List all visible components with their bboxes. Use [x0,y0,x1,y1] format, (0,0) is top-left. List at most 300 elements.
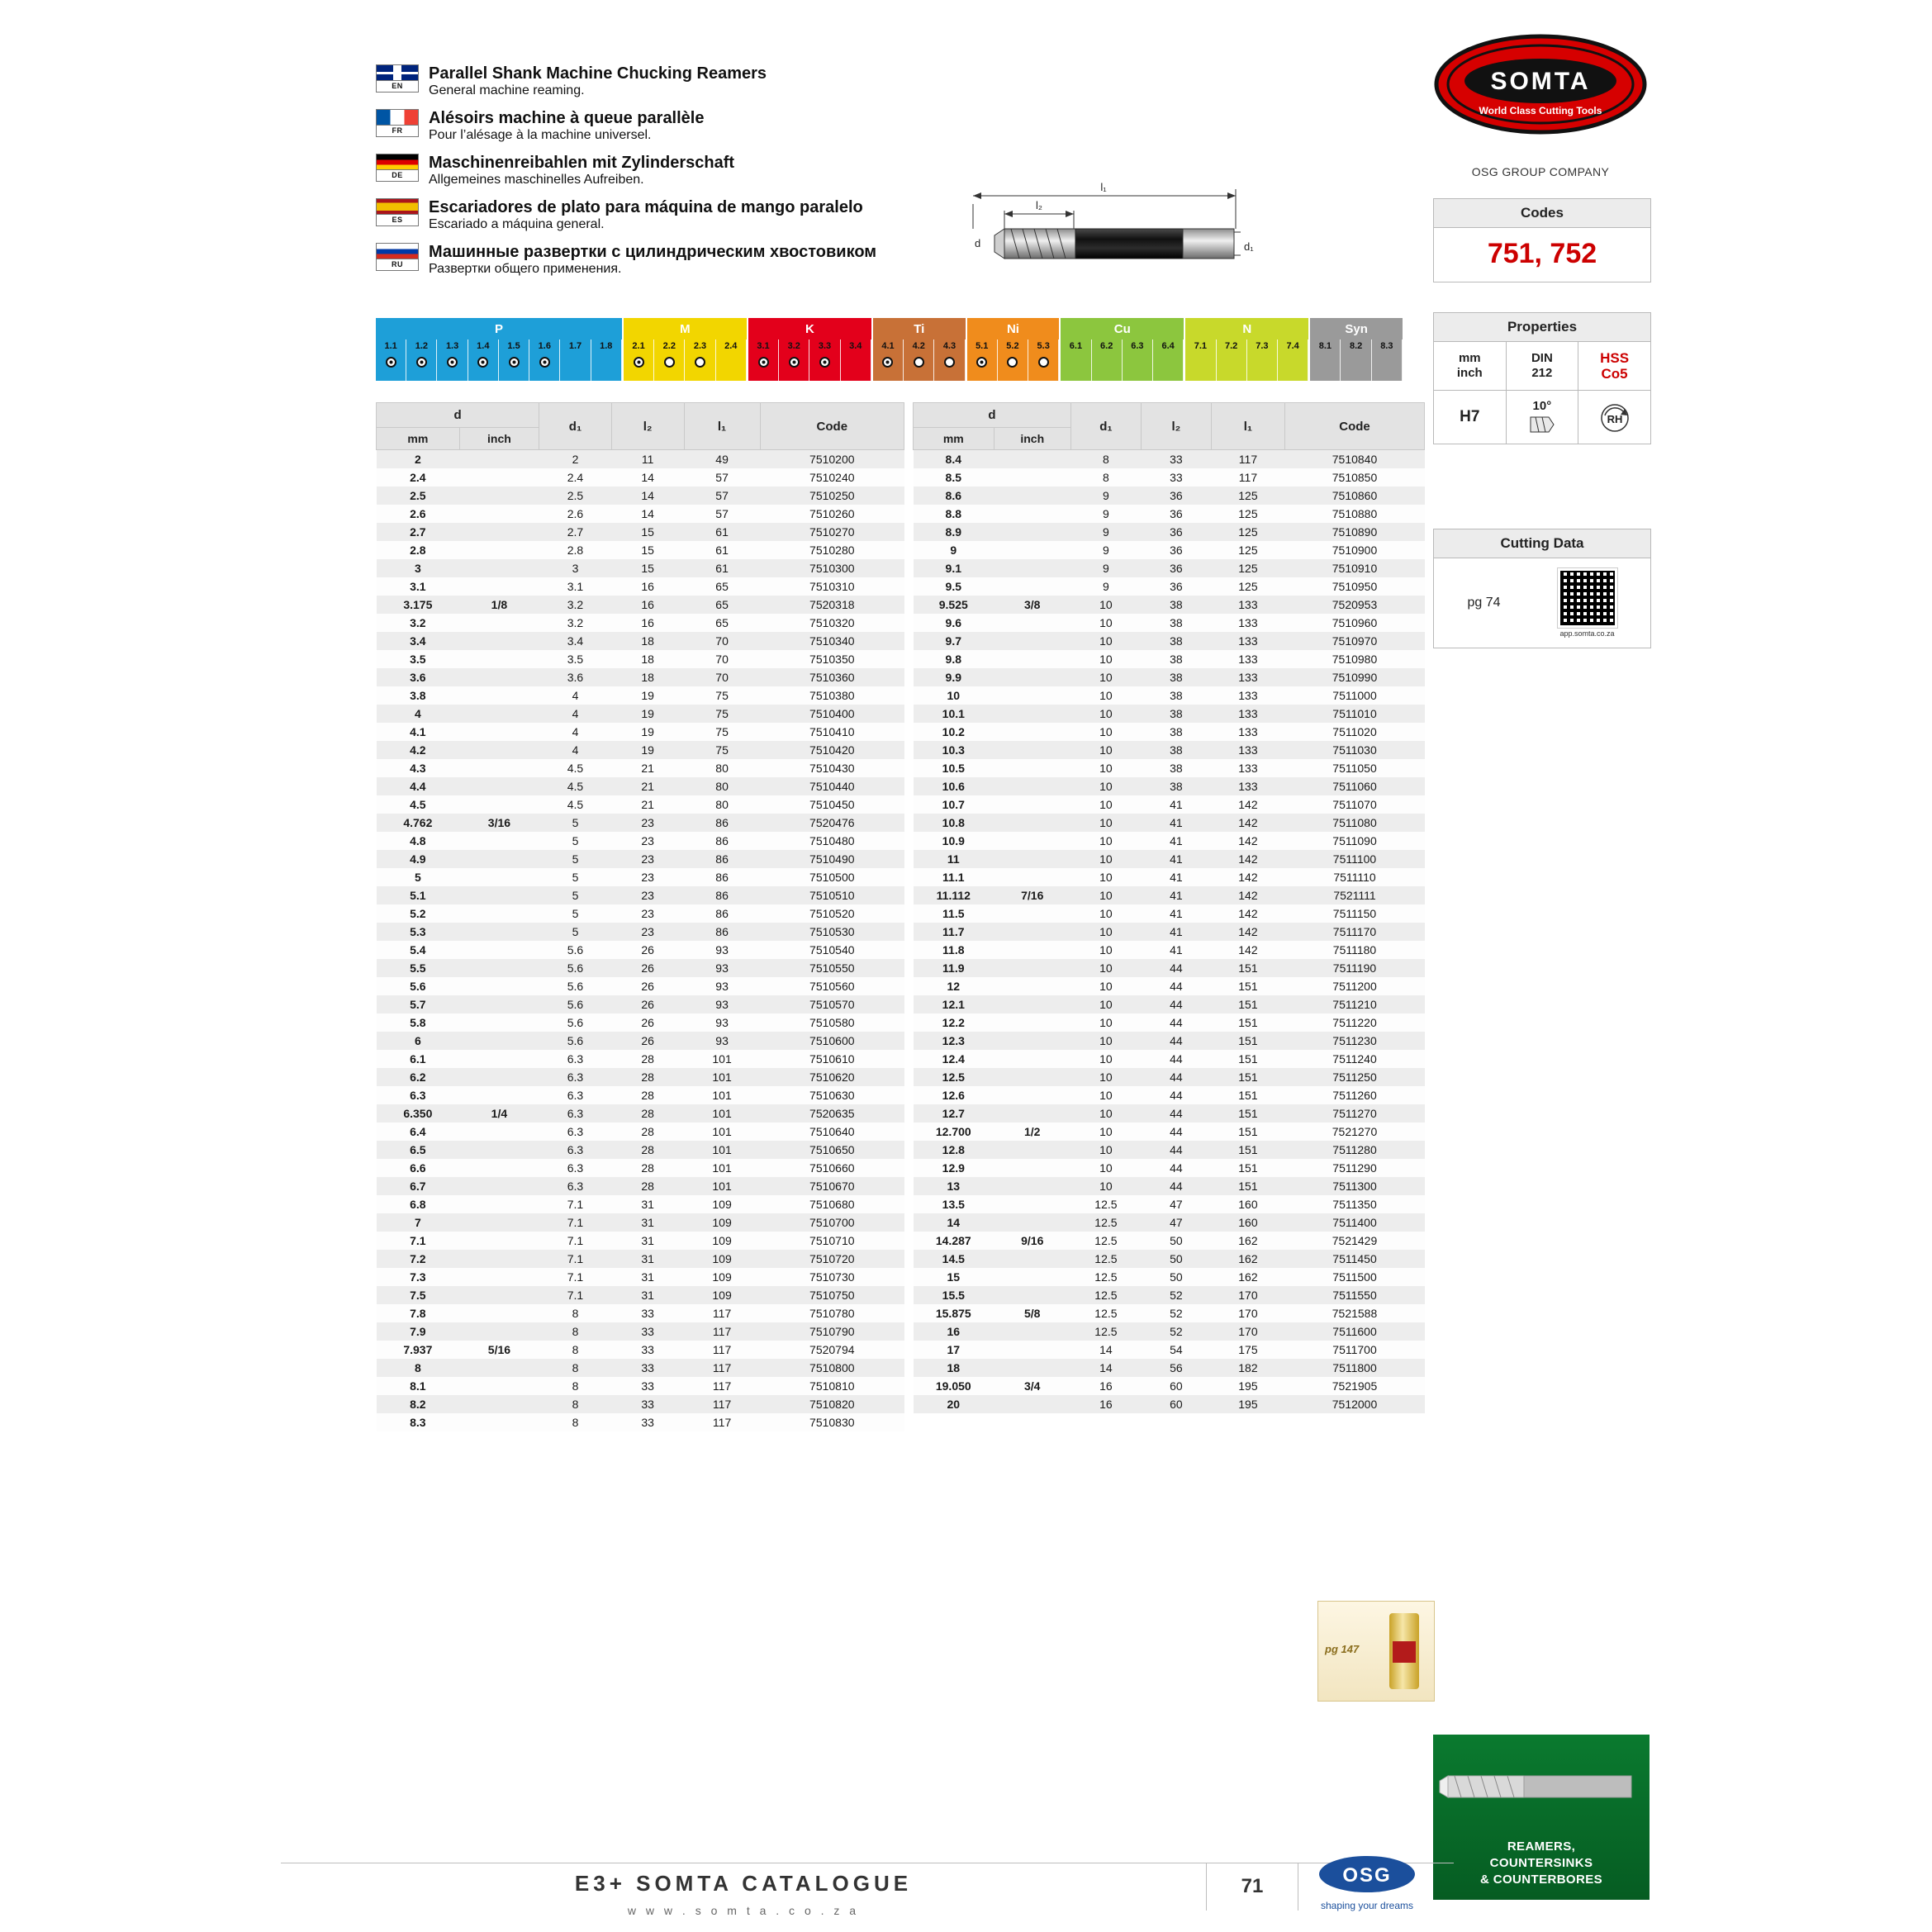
cell-d1: 10 [1099,780,1113,793]
table-row[interactable] [377,577,904,596]
cell-mm: 12 [947,980,961,993]
cell-d1: 12.5 [1094,1198,1118,1211]
table-row[interactable] [914,596,1425,614]
cell-mm: 12.9 [942,1161,965,1175]
table-row[interactable] [914,723,1425,741]
cell-l2: 14 [641,489,654,502]
cell-inch [994,541,1070,559]
cell-l2: 33 [641,1325,654,1338]
cell-d1: 4.5 [567,798,584,811]
table-row[interactable] [914,505,1425,523]
table-row[interactable] [377,1123,904,1141]
material-cell-number: 7.1 [1194,341,1208,351]
cell-code: 7511100 [1332,852,1377,866]
cell-l1: 61 [715,544,729,557]
table-row[interactable] [377,1322,904,1341]
cell-inch: 1/8 [491,598,508,611]
cell-inch [459,941,539,959]
table-row[interactable] [914,1377,1425,1395]
cell-code: 7511220 [1332,1016,1377,1029]
property-units [1434,342,1507,390]
table-row[interactable] [914,1195,1425,1213]
material-group-m: M [624,318,748,339]
cell-mm: 12.1 [942,998,965,1011]
table-row[interactable] [914,977,1425,995]
cell-l2: 31 [641,1234,654,1247]
material-cell-5.1 [967,339,998,381]
material-cell-2.3 [685,339,715,381]
table-row[interactable] [377,995,904,1013]
cell-l1: 195 [1238,1398,1258,1411]
cell-mm: 3 [414,562,421,575]
table-row[interactable] [377,614,904,632]
table-row[interactable] [914,959,1425,977]
table-row[interactable] [377,668,904,686]
table-row[interactable] [377,632,904,650]
header-d1-left: d₁ [539,403,612,450]
cell-l2: 38 [1170,653,1183,666]
table-row[interactable] [914,941,1425,959]
cell-l2: 16 [641,580,654,593]
table-row[interactable] [377,1159,904,1177]
cell-d1: 14 [1099,1343,1113,1356]
cell-inch [459,995,539,1013]
flag-uk-icon [376,64,419,93]
table-row[interactable] [914,1177,1425,1195]
cell-l1: 57 [715,507,729,520]
cell-l2: 44 [1170,961,1183,975]
table-row[interactable] [377,686,904,705]
table-row[interactable] [914,632,1425,650]
table-row[interactable] [377,596,904,614]
material-cell-number: 1.8 [600,341,613,351]
material-cell-number: 6.3 [1131,341,1144,351]
table-row[interactable] [914,923,1425,941]
table-row[interactable] [914,614,1425,632]
cell-inch [994,650,1070,668]
cell-code: 7511060 [1332,780,1377,793]
cell-l1: 117 [1238,453,1258,466]
cell-code: 7511110 [1333,871,1376,884]
cell-inch [459,1286,539,1304]
cell-inch [994,559,1070,577]
table-row[interactable] [377,1050,904,1068]
cell-mm: 7.937 [403,1343,433,1356]
table-row[interactable] [914,1322,1425,1341]
cell-inch [994,1141,1070,1159]
properties-box [1433,312,1651,444]
cell-mm: 4.5 [410,798,426,811]
table-row[interactable] [914,777,1425,795]
cell-l2: 41 [1170,943,1183,957]
table-row[interactable] [914,1123,1425,1141]
table-row[interactable] [377,904,904,923]
cell-l1: 151 [1238,1125,1258,1138]
cell-code: 7510700 [809,1216,855,1229]
cell-d1: 10 [1099,1161,1113,1175]
table-row[interactable] [914,1268,1425,1286]
cell-mm: 2.8 [410,544,426,557]
cell-l1: 162 [1238,1270,1258,1284]
table-row[interactable] [914,1050,1425,1068]
header-d1-right: d₁ [1070,403,1141,450]
cell-l1: 86 [715,925,729,938]
cell-code: 7510360 [809,671,855,684]
cell-inch [459,1413,539,1431]
table-row[interactable] [914,523,1425,541]
cell-l2: 50 [1170,1234,1183,1247]
title-es: Escariadores de plato para máquina de mango paralelo [429,198,863,216]
cell-mm: 12.3 [942,1034,965,1047]
table-row[interactable] [377,559,904,577]
cell-l1: 142 [1238,925,1258,938]
table-row[interactable] [377,541,904,559]
table-row[interactable] [377,814,904,832]
cell-inch: 1/4 [491,1107,508,1120]
cell-code: 7510510 [809,889,855,902]
cell-inch [994,777,1070,795]
table-row[interactable] [377,759,904,777]
cell-l1: 117 [712,1325,732,1338]
table-row[interactable] [914,450,1425,469]
table-row[interactable] [377,868,904,886]
cell-mm: 3.6 [410,671,426,684]
material-cell-number: 5.2 [1006,341,1019,351]
cell-inch [994,686,1070,705]
cell-inch [459,1304,539,1322]
cell-l1: 65 [715,580,729,593]
cell-mm: 14.5 [942,1252,965,1265]
cell-inch [994,468,1070,487]
table-row[interactable] [914,1013,1425,1032]
cell-inch [459,1213,539,1232]
cell-l2: 38 [1170,671,1183,684]
table-row[interactable] [914,814,1425,832]
cell-mm: 6 [414,1034,421,1047]
table-row[interactable] [377,650,904,668]
cell-code: 7520635 [809,1107,855,1120]
cell-l2: 44 [1170,1070,1183,1084]
cell-code: 7511250 [1332,1070,1377,1084]
cell-d1: 14 [1099,1361,1113,1374]
table-row[interactable] [914,1086,1425,1104]
cell-l1: 57 [715,471,729,484]
cell-code: 7511090 [1332,834,1377,847]
table-row[interactable] [914,1213,1425,1232]
table-row[interactable] [914,886,1425,904]
cell-code: 7510200 [809,453,855,466]
material-cell-number: 8.2 [1349,341,1363,351]
promo-tile[interactable] [1317,1601,1435,1702]
cell-code: 7510480 [809,834,855,847]
table-row[interactable] [377,1032,904,1050]
qr-caption: app.somta.co.za [1559,629,1615,638]
table-row[interactable] [377,723,904,741]
cell-code: 7520953 [1332,598,1378,611]
table-row[interactable] [914,1250,1425,1268]
cell-inch [459,1250,539,1268]
cell-code: 7510270 [809,525,855,539]
cell-inch [994,1050,1070,1068]
cell-inch [994,923,1070,941]
table-row[interactable] [914,832,1425,850]
cell-l1: 86 [715,871,729,884]
cell-code: 7511270 [1332,1107,1377,1120]
table-row[interactable] [914,1032,1425,1050]
cell-d1: 10 [1099,1107,1113,1120]
table-row[interactable] [377,941,904,959]
cell-mm: 10.5 [942,762,965,775]
table-row[interactable] [914,759,1425,777]
cell-mm: 15.5 [942,1289,965,1302]
cell-d1: 7.1 [567,1198,584,1211]
somta-logo [1433,33,1648,136]
language-row-fr [376,109,1367,143]
cell-l1: 195 [1238,1379,1258,1393]
cell-l1: 142 [1238,816,1258,829]
cell-l2: 33 [641,1398,654,1411]
cell-code: 7510300 [809,562,855,575]
cell-l1: 117 [712,1343,732,1356]
cell-mm: 6.7 [410,1180,426,1193]
table-row[interactable] [377,1359,904,1377]
cell-inch [459,650,539,668]
material-cells-k [748,339,873,381]
table-row[interactable] [377,1213,904,1232]
material-cell-2.2 [654,339,685,381]
cell-inch [994,1395,1070,1413]
table-row[interactable] [914,1232,1425,1250]
cell-code: 7510540 [809,943,855,957]
cell-mm: 5.8 [410,1016,426,1029]
cell-inch: 1/2 [1024,1125,1041,1138]
table-row[interactable] [377,1341,904,1359]
table-row[interactable] [377,1395,904,1413]
table-row[interactable] [377,523,904,541]
cell-mm: 8.6 [945,489,962,502]
cell-d1: 10 [1099,1143,1113,1156]
table-row[interactable] [914,1286,1425,1304]
codes-value: 751, 752 [1487,238,1597,269]
suitability-partial-icon [1038,357,1049,368]
material-cell-number: 8.1 [1318,341,1332,351]
table-row[interactable] [914,1304,1425,1322]
cell-l2: 54 [1170,1343,1183,1356]
cell-d1: 12.5 [1094,1252,1118,1265]
table-row[interactable] [377,1086,904,1104]
cell-l2: 19 [641,689,654,702]
table-row[interactable] [377,1413,904,1431]
cell-d1: 10 [1099,653,1113,666]
cell-inch [459,1032,539,1050]
table-row[interactable] [914,850,1425,868]
cell-mm: 12.6 [942,1089,965,1102]
header-inch-left: inch [459,428,539,450]
table-row[interactable] [914,668,1425,686]
table-row[interactable] [914,650,1425,668]
cell-l1: 117 [712,1416,732,1429]
suitability-partial-icon [695,357,705,368]
table-row[interactable] [914,1159,1425,1177]
cell-mm: 2.4 [410,471,426,484]
cell-code: 7510380 [809,689,855,702]
table-row[interactable] [914,1341,1425,1359]
cell-l1: 109 [712,1270,732,1284]
cell-d1: 10 [1099,925,1113,938]
cell-l2: 47 [1170,1216,1183,1229]
cell-code: 7511350 [1332,1198,1377,1211]
table-row[interactable] [914,904,1425,923]
cell-inch [459,705,539,723]
cell-d1: 12.5 [1094,1216,1118,1229]
cell-l1: 109 [712,1234,732,1247]
cell-code: 7510410 [809,725,855,738]
table-row[interactable] [914,868,1425,886]
cell-l2: 38 [1170,689,1183,702]
table-row[interactable] [377,1068,904,1086]
table-row[interactable] [914,577,1425,596]
table-row[interactable] [377,1177,904,1195]
cell-inch [459,1268,539,1286]
table-row[interactable] [914,1068,1425,1086]
cell-mm: 6.350 [403,1107,433,1120]
cell-d1: 4 [572,743,579,757]
table-row[interactable] [914,995,1425,1013]
table-row[interactable] [914,1395,1425,1413]
table-row[interactable] [377,505,904,523]
cell-l2: 14 [641,507,654,520]
cell-l2: 38 [1170,743,1183,757]
table-row[interactable] [377,450,904,469]
table-row[interactable] [377,1268,904,1286]
table-row[interactable] [377,777,904,795]
cell-l2: 26 [641,961,654,975]
cell-l1: 151 [1238,1070,1258,1084]
cell-code: 7520794 [809,1343,855,1356]
cell-l2: 28 [641,1052,654,1066]
cell-code: 7511600 [1332,1325,1377,1338]
suitability-partial-icon [944,357,955,368]
cell-code: 7510310 [809,580,855,593]
cell-l2: 44 [1170,1016,1183,1029]
qr-code[interactable] [1558,568,1617,638]
cell-inch [994,741,1070,759]
suitability-full-icon [509,357,520,368]
table-row[interactable] [377,1250,904,1268]
cell-d1: 8 [572,1361,579,1374]
cell-l2: 23 [641,925,654,938]
table-row[interactable] [377,1304,904,1322]
cell-code: 7510990 [1332,671,1378,684]
cell-l2: 26 [641,998,654,1011]
footer-url[interactable]: w w w . s o m t a . c o . z a [627,1904,860,1917]
table-row[interactable] [914,741,1425,759]
cell-l1: 142 [1238,943,1258,957]
osg-logo [1305,1854,1429,1911]
cell-mm: 11.5 [942,907,965,920]
cell-l2: 33 [1170,453,1183,466]
cell-mm: 7.5 [410,1289,426,1302]
cell-code: 7511030 [1332,743,1377,757]
cell-mm: 6.2 [410,1070,426,1084]
table-row[interactable] [377,1286,904,1304]
table-row[interactable] [914,541,1425,559]
table-row[interactable] [377,1232,904,1250]
cell-d1: 9 [1103,544,1109,557]
table-row[interactable] [914,468,1425,487]
cell-d1: 10 [1099,762,1113,775]
table-row[interactable] [377,741,904,759]
table-row[interactable] [377,487,904,505]
material-hss: HSS [1600,350,1630,366]
cell-l2: 33 [1170,471,1183,484]
table-row[interactable] [914,1359,1425,1377]
cell-l2: 41 [1170,925,1183,938]
table-row[interactable] [377,832,904,850]
table-row[interactable] [914,559,1425,577]
cell-mm: 11.7 [942,925,965,938]
table-row[interactable] [914,795,1425,814]
cell-d1: 8 [572,1343,579,1356]
cell-l1: 142 [1238,889,1258,902]
cell-mm: 7.8 [410,1307,426,1320]
table-row[interactable] [377,1377,904,1395]
table-row[interactable] [914,487,1425,505]
table-row[interactable] [914,1141,1425,1159]
table-row[interactable] [914,705,1425,723]
table-row[interactable] [377,850,904,868]
table-row[interactable] [377,923,904,941]
table-row[interactable] [377,886,904,904]
table-row[interactable] [377,977,904,995]
table-row[interactable] [377,1104,904,1123]
table-row[interactable] [377,1141,904,1159]
subtitle-es: Escariado a máquina general. [429,217,605,231]
flag-france-icon [376,109,419,137]
table-row[interactable] [377,1195,904,1213]
cell-mm: 15 [947,1270,961,1284]
cell-inch [994,1195,1070,1213]
cutting-data-page[interactable]: pg 74 [1467,596,1501,610]
suitability-full-icon [758,357,769,368]
cell-l1: 151 [1238,980,1258,993]
osg-group-label: OSG GROUP COMPANY [1471,165,1610,178]
table-row[interactable] [377,468,904,487]
cell-mm: 10.1 [942,707,965,720]
table-row[interactable] [377,959,904,977]
subtitle-de: Allgemeines maschinelles Aufreiben. [429,173,644,187]
table-row[interactable] [377,1013,904,1032]
table-row[interactable] [377,795,904,814]
cell-d1: 12.5 [1094,1307,1118,1320]
cell-inch [459,832,539,850]
material-cell-4.3 [934,339,965,381]
cell-l1: 80 [715,798,729,811]
material-cell-7.1 [1185,339,1216,381]
cell-code: 7510580 [809,1016,855,1029]
cell-code: 7510280 [809,544,855,557]
cell-code: 7520318 [809,598,855,611]
cell-inch [994,632,1070,650]
material-co5: Co5 [1601,366,1628,382]
table-row[interactable] [914,686,1425,705]
material-cell-8.2 [1341,339,1371,381]
angle-value: 10° [1532,399,1552,413]
table-row[interactable] [914,1104,1425,1123]
category-caption [1433,1839,1650,1888]
cell-d1: 12.5 [1094,1270,1118,1284]
table-row[interactable] [377,705,904,723]
